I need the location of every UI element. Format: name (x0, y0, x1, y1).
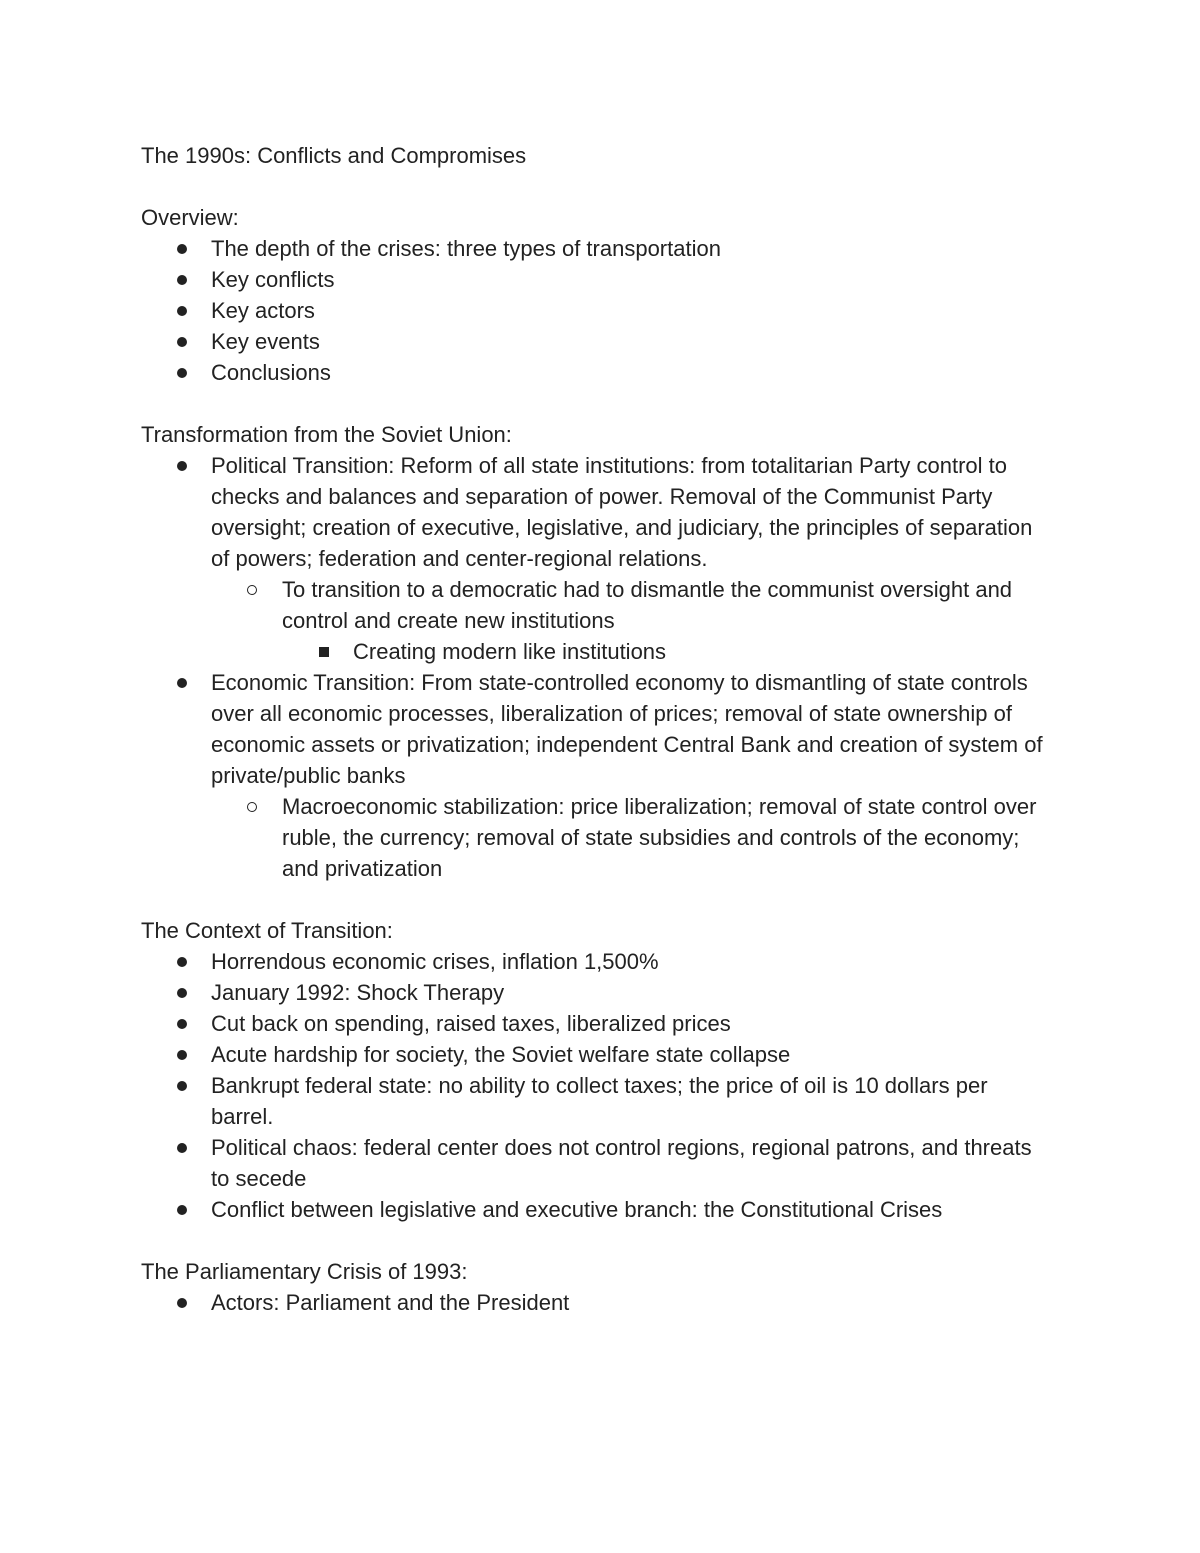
bullet-icon (177, 988, 187, 998)
list-item-text: Conflict between legislative and executive branch: the Constitutional Crises (211, 1197, 943, 1222)
list-item (141, 1070, 1051, 1132)
document-title: The 1990s: Conflicts and Compromises (141, 143, 527, 168)
list-item-text: Key actors (211, 298, 315, 323)
square-bullet-icon (319, 647, 329, 657)
bullet-icon (177, 244, 187, 254)
bullet-icon (177, 1143, 187, 1153)
transformation-heading: Transformation from the Soviet Union: (141, 422, 512, 447)
economic-sub-text: Macroeconomic stabilization: price liberalization; removal of state control over ruble, the currency; removal of state subsidies and controls of the economy; and privatization (282, 794, 1037, 881)
political-sublist (211, 574, 1051, 667)
list-item (141, 946, 1051, 977)
list-item (211, 574, 1051, 667)
spacer (141, 1225, 1051, 1256)
list-item-text: January 1992: Shock Therapy (211, 980, 505, 1005)
document-page (141, 140, 1051, 1318)
bullet-icon (177, 1205, 187, 1215)
political-sub-text: To transition to a democratic had to dismantle the communist oversight and control and create new institutions (282, 577, 1013, 633)
bullet-icon (177, 1298, 187, 1308)
bullet-icon (177, 1081, 187, 1091)
list-item-text: Conclusions (211, 360, 331, 385)
transformation-list (141, 450, 1051, 884)
list-item-text: The depth of the crises: three types of transportation (211, 236, 721, 261)
overview-list (141, 233, 1051, 388)
political-subsublist (282, 636, 1051, 667)
list-item (282, 636, 1051, 667)
list-item (141, 1287, 1051, 1318)
economic-sublist (211, 791, 1051, 884)
list-item-text: Key events (211, 329, 320, 354)
spacer (141, 884, 1051, 915)
list-item (141, 450, 1051, 667)
bullet-icon (177, 368, 187, 378)
circle-bullet-icon (247, 802, 257, 812)
list-item (141, 1008, 1051, 1039)
bullet-icon (177, 678, 187, 688)
list-item (141, 1132, 1051, 1194)
crisis-list (141, 1287, 1051, 1318)
bullet-icon (177, 275, 187, 285)
bullet-icon (177, 306, 187, 316)
list-item (141, 326, 1051, 357)
list-item (141, 357, 1051, 388)
list-item (141, 1039, 1051, 1070)
list-item (141, 264, 1051, 295)
list-item (141, 233, 1051, 264)
political-transition-text: Political Transition: Reform of all state institutions: from totalitarian Party control to checks and balances and separation of power. Removal of the Communist Party oversight; creation of executive, legislative, and judiciary, the principles of separation of powers; federation and center-regional relations. (211, 453, 1033, 571)
context-heading: The Context of Transition: (141, 918, 393, 943)
list-item (141, 295, 1051, 326)
bullet-icon (177, 957, 187, 967)
list-item (141, 1194, 1051, 1225)
list-item (211, 791, 1051, 884)
spacer (141, 388, 1051, 419)
list-item-text: Political chaos: federal center does not control regions, regional patrons, and threats to secede (211, 1135, 1032, 1191)
bullet-icon (177, 1050, 187, 1060)
circle-bullet-icon (247, 585, 257, 595)
list-item-text: Acute hardship for society, the Soviet welfare state collapse (211, 1042, 791, 1067)
bullet-icon (177, 461, 187, 471)
list-item (141, 667, 1051, 884)
list-item-text: Cut back on spending, raised taxes, liberalized prices (211, 1011, 731, 1036)
bullet-icon (177, 337, 187, 347)
spacer (141, 171, 1051, 202)
list-item (141, 977, 1051, 1008)
overview-heading: Overview: (141, 205, 239, 230)
list-item-text: Key conflicts (211, 267, 335, 292)
crisis-heading: The Parliamentary Crisis of 1993: (141, 1259, 468, 1284)
bullet-icon (177, 1019, 187, 1029)
political-subsub-text: Creating modern like institutions (353, 639, 667, 664)
list-item-text: Bankrupt federal state: no ability to collect taxes; the price of oil is 10 dollars per barrel. (211, 1073, 988, 1129)
list-item-text: Actors: Parliament and the President (211, 1290, 570, 1315)
economic-transition-text: Economic Transition: From state-controlled economy to dismantling of state controls over all economic processes, liberalization of prices; removal of state ownership of economic assets or privatization; independent Central Bank and creation of system of private/public banks (211, 670, 1043, 788)
list-item-text: Horrendous economic crises, inflation 1,500% (211, 949, 659, 974)
context-list (141, 946, 1051, 1225)
